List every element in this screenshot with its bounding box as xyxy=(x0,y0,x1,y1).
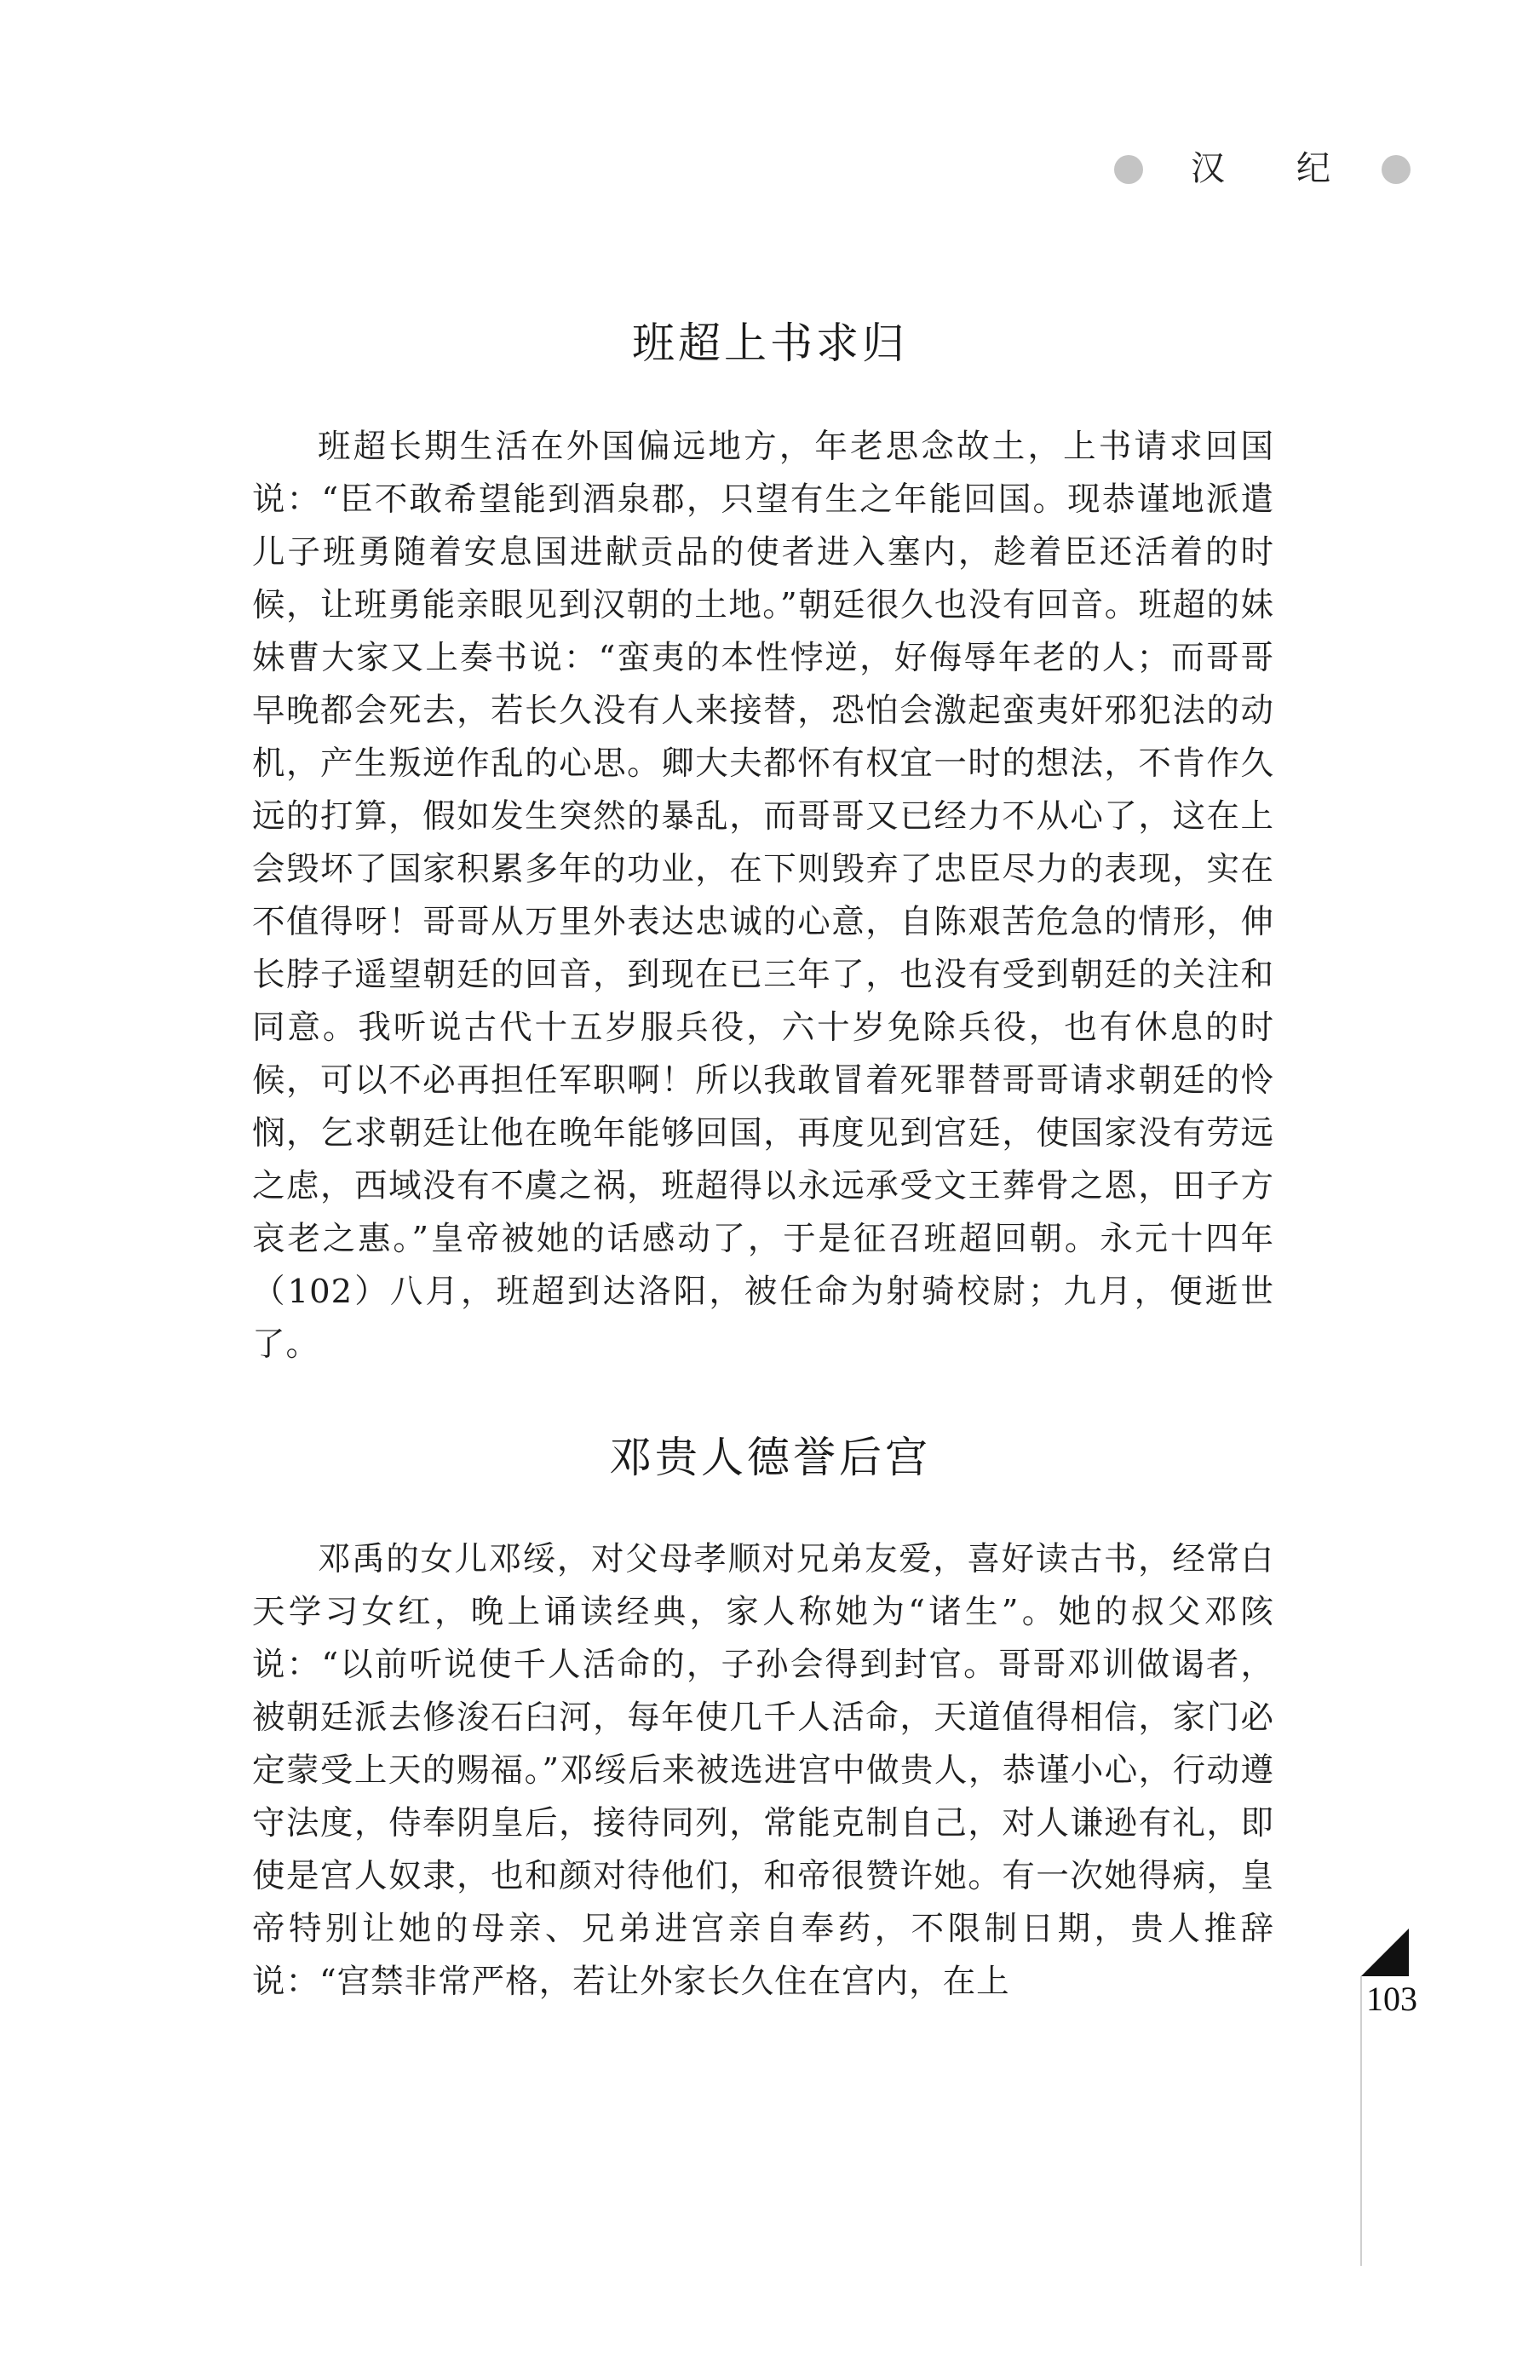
section-2-paragraph: 邓禹的女儿邓绥，对父母孝顺对兄弟友爱，喜好读古书，经常白天学习女红，晚上诵读经典，家人称她为“诸生”。她的叔父邓陔说：“以前听说使千人活命的，子孙会得到封官。哥哥邓训做谒者，被朝廷派去修浚石臼河，每年使几千人活命，天道值得相信，家门必定蒙受上天的赐福。”邓绥后来被选进宫中做贵人，恭谨小心，行动遵守法度，侍奉阴皇后，接待同列，常能克制自己，对人谦逊有礼，即使是宫人奴隶，也和颜对待他们，和帝很赞许她。有一次她得病，皇帝特别让她的母亲、兄弟进宫亲自奉药，不限制日期，贵人推辞说：“宫禁非常严格，若让外家长久住在宫内，在上 xyxy=(252,1540,1274,2001)
page-margin-rule xyxy=(1360,1976,1362,2266)
running-head-right-dot xyxy=(1382,155,1411,184)
running-head-char-1: 汉 xyxy=(1191,149,1225,188)
section-title-2: 邓贵人德誉后宫 xyxy=(609,1433,931,1482)
running-head xyxy=(1107,145,1422,196)
section-1-paragraph: 班超长期生活在外国偏远地方，年老思念故土，上书请求回国说：“臣不敢希望能到酒泉郡，只望有生之年能回国。现恭谨地派遣儿子班勇随着安息国进献贡品的使者进入塞内，趁着臣还活着的时候，让班勇能亲眼见到汉朝的土地。”朝廷很久也没有回音。班超的妹妹曹大家又上奏书说：“蛮夷的本性悖逆，好侮辱年老的人；而哥哥早晚都会死去，若长久没有人来接替，恐怕会激起蛮夷奸邪犯法的动机，产生叛逆作乱的心思。卿大夫都怀有权宜一时的想法，不肯作久远的打算，假如发生突然的暴乱，而哥哥又已经力不从心了，这在上会毁坏了国家积累多年的功业，在下则毁弃了忠臣尽力的表现，实在不值得呀！哥哥从万里外表达忠诚的心意，自陈艰苦危急的情形，伸长脖子遥望朝廷的回音，到现在已三年了，也没有受到朝廷的关注和同意。我听说古代十五岁服兵役，六十岁免除兵役，也有休息的时候，可以不必再担任军职啊！所以我敢冒着死罪替哥哥请求朝廷的怜悯，乞求朝廷让他在晚年能够回国，再度见到宫廷，使国家没有劳远之虑，西域没有不虞之祸，班超得以永远承受文王葬骨之恩，田子方哀老之惠。”皇帝被她的话感动了，于是征召班超回朝。永元十四年（102）八月，班超到达洛阳，被任命为射骑校尉；九月，便逝世了。 xyxy=(252,428,1274,1364)
running-head-left-dot xyxy=(1114,155,1143,184)
running-head-char-2: 纪 xyxy=(1296,149,1330,188)
page-corner-triangle xyxy=(1361,1929,1409,1976)
page-number: 103 xyxy=(1366,1980,1417,2018)
section-title-1: 班超上书求归 xyxy=(632,319,908,368)
